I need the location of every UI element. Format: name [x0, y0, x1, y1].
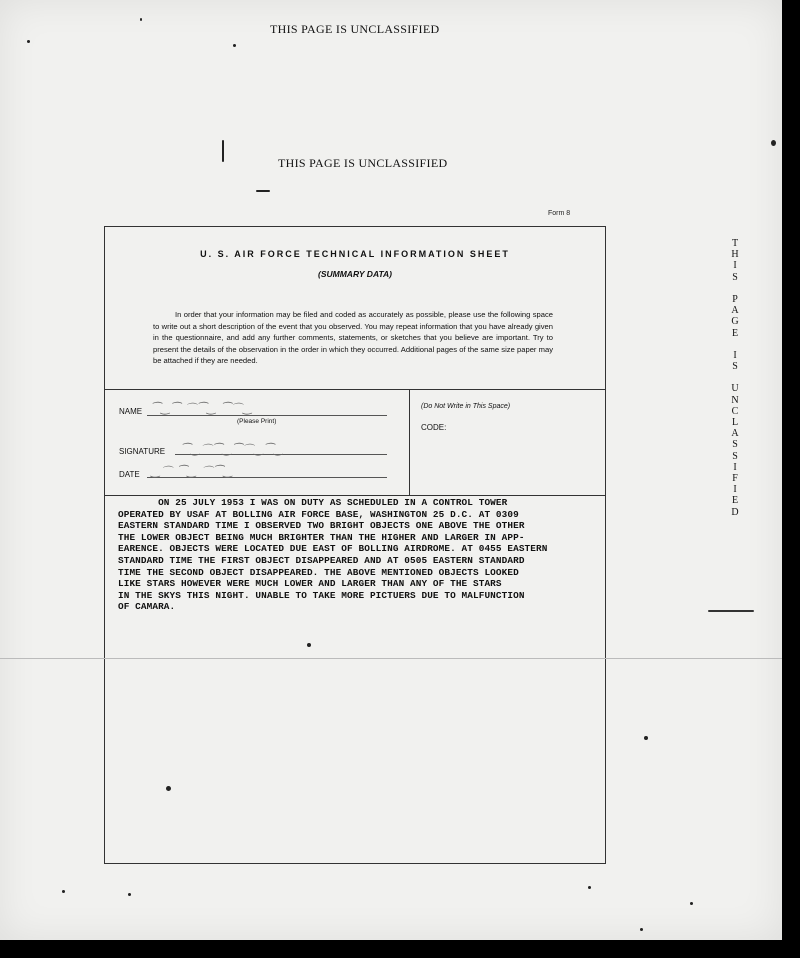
handwritten-date: ‿⌒ ⁀‿ ⌒⁀‿: [151, 465, 234, 478]
stamp-letter: H: [731, 249, 739, 261]
classification-banner-top: THIS PAGE IS UNCLASSIFIED: [270, 22, 440, 36]
date-label: DATE: [119, 470, 140, 479]
classification-vertical-stamp: [728, 238, 742, 518]
speck: [62, 890, 65, 893]
narrative-line: OPERATED BY USAF AT BOLLING AIR FORCE BASE, WASHINGTON 25 D.C. AT 0309: [118, 508, 519, 520]
section-divider: [105, 495, 605, 496]
speck: [128, 893, 131, 896]
speck: [771, 140, 776, 146]
narrative-line: EASTERN STANDARD TIME I OBSERVED TWO BRIGHT OBJECTS ONE ABOVE THE OTHER: [118, 520, 525, 532]
stamp-letter: S: [732, 361, 738, 373]
classification-banner-second: THIS PAGE IS UNCLASSIFIED: [278, 156, 448, 170]
code-label: CODE:: [421, 423, 447, 432]
narrative-line: IN THE SKYS THIS NIGHT. UNABLE TO TAKE MORE PICTUERS DUE TO MALFUNCTION: [118, 589, 525, 601]
speck: [233, 44, 236, 47]
stamp-letter: E: [731, 327, 739, 339]
stamp-letter: I: [733, 484, 737, 496]
stamp-letter: C: [731, 405, 739, 417]
please-print-note: (Please Print): [237, 418, 277, 425]
narrative-line: THE LOWER OBJECT BEING MUCH BRIGHTER THAN THE HIGHER AND LARGER IN APP-: [118, 531, 525, 543]
office-use-note: (Do Not Write in This Space): [421, 403, 511, 410]
name-label: NAME: [119, 407, 143, 416]
narrative-line: OF CAMARA.: [118, 601, 176, 613]
stamp-letter: [728, 283, 742, 294]
stamp-letter: S: [732, 271, 738, 283]
stamp-letter: I: [733, 260, 737, 272]
narrative-line: ON 25 JULY 1953 I WAS ON DUTY AS SCHEDULED IN A CONTROL TOWER: [118, 497, 508, 508]
stamp-letter: A: [731, 305, 739, 317]
speck: [27, 40, 30, 43]
stamp-letter: F: [732, 472, 738, 484]
narrative-line: TIME THE SECOND OBJECT DISAPPEARED. THE ABOVE MENTIONED OBJECTS LOOKED: [118, 566, 519, 578]
stamp-letter: I: [733, 461, 737, 473]
stamp-letter: S: [732, 450, 738, 462]
narrative-line: LIKE STARS HOWEVER WERE MUCH LOWER AND LARGER THAN ANY OF THE STARS: [118, 578, 502, 590]
stamp-letter: N: [731, 394, 739, 406]
stamp-letter: T: [731, 238, 739, 249]
stamp-letter: L: [731, 417, 739, 428]
stamp-letter: [728, 339, 742, 350]
typed-narrative: [118, 497, 624, 613]
stamp-letter: U: [731, 383, 739, 395]
handwritten-name: ⁀‿⁀ ⌒⁀‿ ⁀⌒‿: [151, 402, 253, 415]
stamp-letter: P: [732, 293, 738, 305]
signature-label: SIGNATURE: [119, 447, 166, 456]
stamp-letter: I: [733, 349, 737, 361]
speck: [708, 610, 754, 612]
form-subtitle: (SUMMARY DATA): [318, 269, 392, 279]
handwritten-signature: ⁀‿⌒⁀‿⁀⌒‿⁀‿: [181, 443, 284, 456]
column-divider: [409, 389, 410, 495]
stamp-letter: A: [731, 428, 739, 440]
speck: [644, 736, 648, 740]
stamp-letter: S: [732, 439, 738, 451]
narrative-line: EARENCE. OBJECTS WERE LOCATED DUE EAST OF BOLLING AIRDROME. AT 0455 EASTERN: [118, 543, 548, 555]
form-number: Form 8: [548, 210, 571, 217]
stamp-letter: G: [731, 316, 739, 328]
form-title: U. S. AIR FORCE TECHNICAL INFORMATION SHEET: [200, 249, 510, 259]
speck: [640, 928, 643, 931]
speck: [690, 902, 693, 905]
narrative-line: STANDARD TIME THE FIRST OBJECT DISAPPEARED AND AT 0505 EASTERN STANDARD: [118, 554, 525, 566]
section-divider: [105, 389, 605, 390]
stamp-letter: E: [731, 495, 739, 507]
fold-line: [0, 658, 782, 659]
stamp-letter: D: [731, 506, 739, 518]
speck: [256, 190, 270, 192]
speck: [222, 140, 224, 162]
stamp-letter: [728, 372, 742, 383]
speck: [588, 886, 591, 889]
form-instructions: In order that your information may be filed and coded as accurately as possible, please use the following space to write out a short description of the event that you observed. You may repeat information that you have already given in the questionnaire, and add any further comments, statements, or sketches that you believe are important. Try to present the details of the observation in the order in which they occurred. Additional pages of the same size paper may be attached if they are needed.: [153, 310, 553, 366]
speck: [140, 18, 142, 21]
